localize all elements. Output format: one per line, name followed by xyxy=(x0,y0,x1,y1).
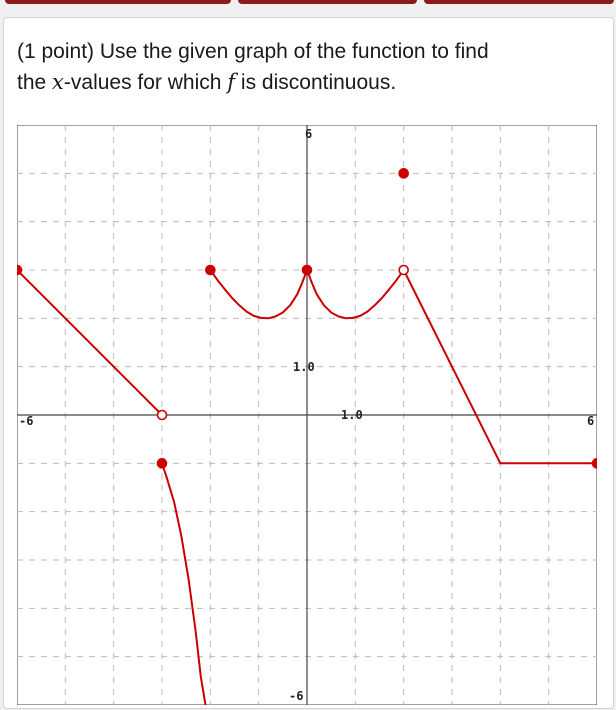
x-min-label: -6 xyxy=(19,414,34,428)
question-line-2-post: is discontinuous. xyxy=(240,71,397,94)
closed-dot xyxy=(303,266,312,275)
problem-statement xyxy=(17,36,597,98)
open-dot xyxy=(399,266,408,275)
points-label: (1 point) xyxy=(17,40,95,63)
x-unit-label: 1.0 xyxy=(341,408,363,422)
question-line-1: Use the given graph of the function to find xyxy=(99,40,489,63)
graph-frame xyxy=(17,125,597,705)
question-line-2-mid: -values for which xyxy=(63,71,222,94)
y-unit-label: 1.0 xyxy=(293,360,315,374)
closed-dot xyxy=(593,459,598,468)
x-max-label: 6 xyxy=(587,414,595,428)
y-max-label: 6 xyxy=(305,127,313,141)
f-variable: f xyxy=(227,70,236,94)
closed-dot xyxy=(399,169,408,178)
closed-dot xyxy=(206,266,215,275)
top-tab-3[interactable] xyxy=(424,0,614,4)
closed-dot xyxy=(17,266,22,275)
y-min-label: -6 xyxy=(289,689,304,703)
top-tab-strip xyxy=(0,0,616,6)
open-dot xyxy=(158,411,167,420)
question-line-2-pre: the xyxy=(17,71,47,94)
top-tab-1[interactable] xyxy=(5,0,231,4)
closed-dot xyxy=(158,459,167,468)
function-graph xyxy=(17,125,597,705)
top-tab-2[interactable] xyxy=(238,0,417,4)
x-variable: x xyxy=(52,70,64,94)
